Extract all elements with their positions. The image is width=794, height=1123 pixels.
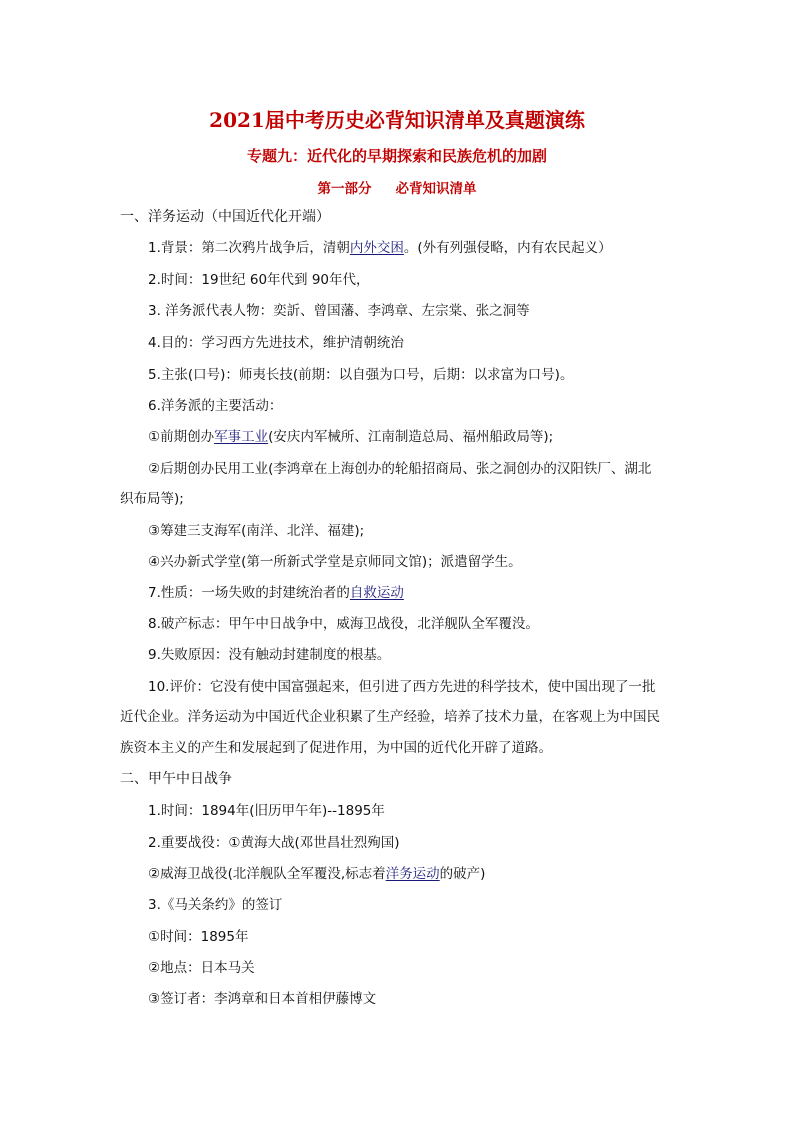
paragraph-bankruptcy: 8.破产标志：甲午中日战争中，威海卫战役，北洋舰队全军覆没。 <box>148 616 539 632</box>
paragraph-purpose: 4.目的：学习西方先进技术，维护清朝统治 <box>148 335 404 351</box>
list-item-navy: ③筹建三支海军(南洋、北洋、福建); <box>148 523 365 539</box>
topic-subtitle: 专题九：近代化的早期探索和民族危机的加剧 <box>246 147 547 165</box>
paragraph-treaty: 3.《马关条约》的签订 <box>148 897 283 913</box>
part-number: 第一部分 <box>317 181 372 197</box>
list-item-treaty-time: ①时间：1895年 <box>148 929 249 945</box>
list-item-treaty-signers: ③签订者：李鸿章和日本首相伊藤博文 <box>148 991 377 1007</box>
paragraph-nature: 7.性质：一场失败的封建统治者的自救运动 <box>148 585 404 601</box>
list-item-weihaiwei: ②威海卫战役(北洋舰队全军覆没,标志着洋务运动的破产) <box>148 866 486 882</box>
paragraph-figures: 3. 洋务派代表人物：奕訢、曾国藩、李鸿章、左宗棠、张之洞等 <box>148 303 530 319</box>
paragraph-activities: 6.洋务派的主要活动： <box>148 398 283 414</box>
paragraph-evaluation: 10.评价：它没有使中国富强起来，但引进了西方先进的科学技术，使中国出现了一批 <box>148 679 656 695</box>
underlined-term: 内外交困 <box>349 240 404 256</box>
list-item-military: ①前期创办军事工业(安庆内军械所、江南制造总局、福州船政局等); <box>148 429 554 445</box>
paragraph-battles: 2.重要战役：①黄海大战(邓世昌壮烈殉国) <box>148 835 400 851</box>
underlined-term: 自救运动 <box>349 585 404 601</box>
paragraph-background: 1.背景：第二次鸦片战争后，清朝内外交困。(外有列强侵略，内有农民起义） <box>148 240 612 256</box>
paragraph-war-time: 1.时间：1894年(旧历甲午年)--1895年 <box>148 803 385 819</box>
paragraph-slogan: 5.主张(口号)：师夷长技(前期：以自强为口号，后期：以求富为口号)。 <box>148 367 574 383</box>
list-item-civil: ②后期创办民用工业(李鸿章在上海创办的轮船招商局、张之洞创办的汉阳铁厂、湖北 <box>148 461 652 477</box>
paragraph-evaluation-cont: 近代企业。洋务运动为中国近代企业积累了生产经验，培养了技术力量，在客观上为中国民 <box>120 709 660 725</box>
paragraph-failure: 9.失败原因：没有触动封建制度的根基。 <box>148 647 391 663</box>
underlined-term: 洋务运动 <box>385 866 440 882</box>
underlined-term: 军事工业 <box>214 429 269 445</box>
list-item-schools: ④兴办新式学堂(第一所新式学堂是京师同文馆)；派遣留学生。 <box>148 554 522 570</box>
list-item-civil-cont: 织布局等); <box>120 491 184 507</box>
section-heading-2: 二、甲午中日战争 <box>120 771 232 787</box>
section-heading-1: 一、洋务运动（中国近代化开端） <box>120 209 330 225</box>
document-title: 2021届中考历史必背知识清单及真题演练 <box>209 108 585 132</box>
paragraph-time: 2.时间：19世纪 60年代到 90年代， <box>148 272 370 288</box>
list-item-treaty-place: ②地点：日本马关 <box>148 960 255 976</box>
part-name: 必背知识清单 <box>395 181 477 197</box>
paragraph-evaluation-cont: 族资本主义的产生和发展起到了促进作用，为中国的近代化开辟了道路。 <box>120 740 552 756</box>
part-heading <box>0 177 794 197</box>
